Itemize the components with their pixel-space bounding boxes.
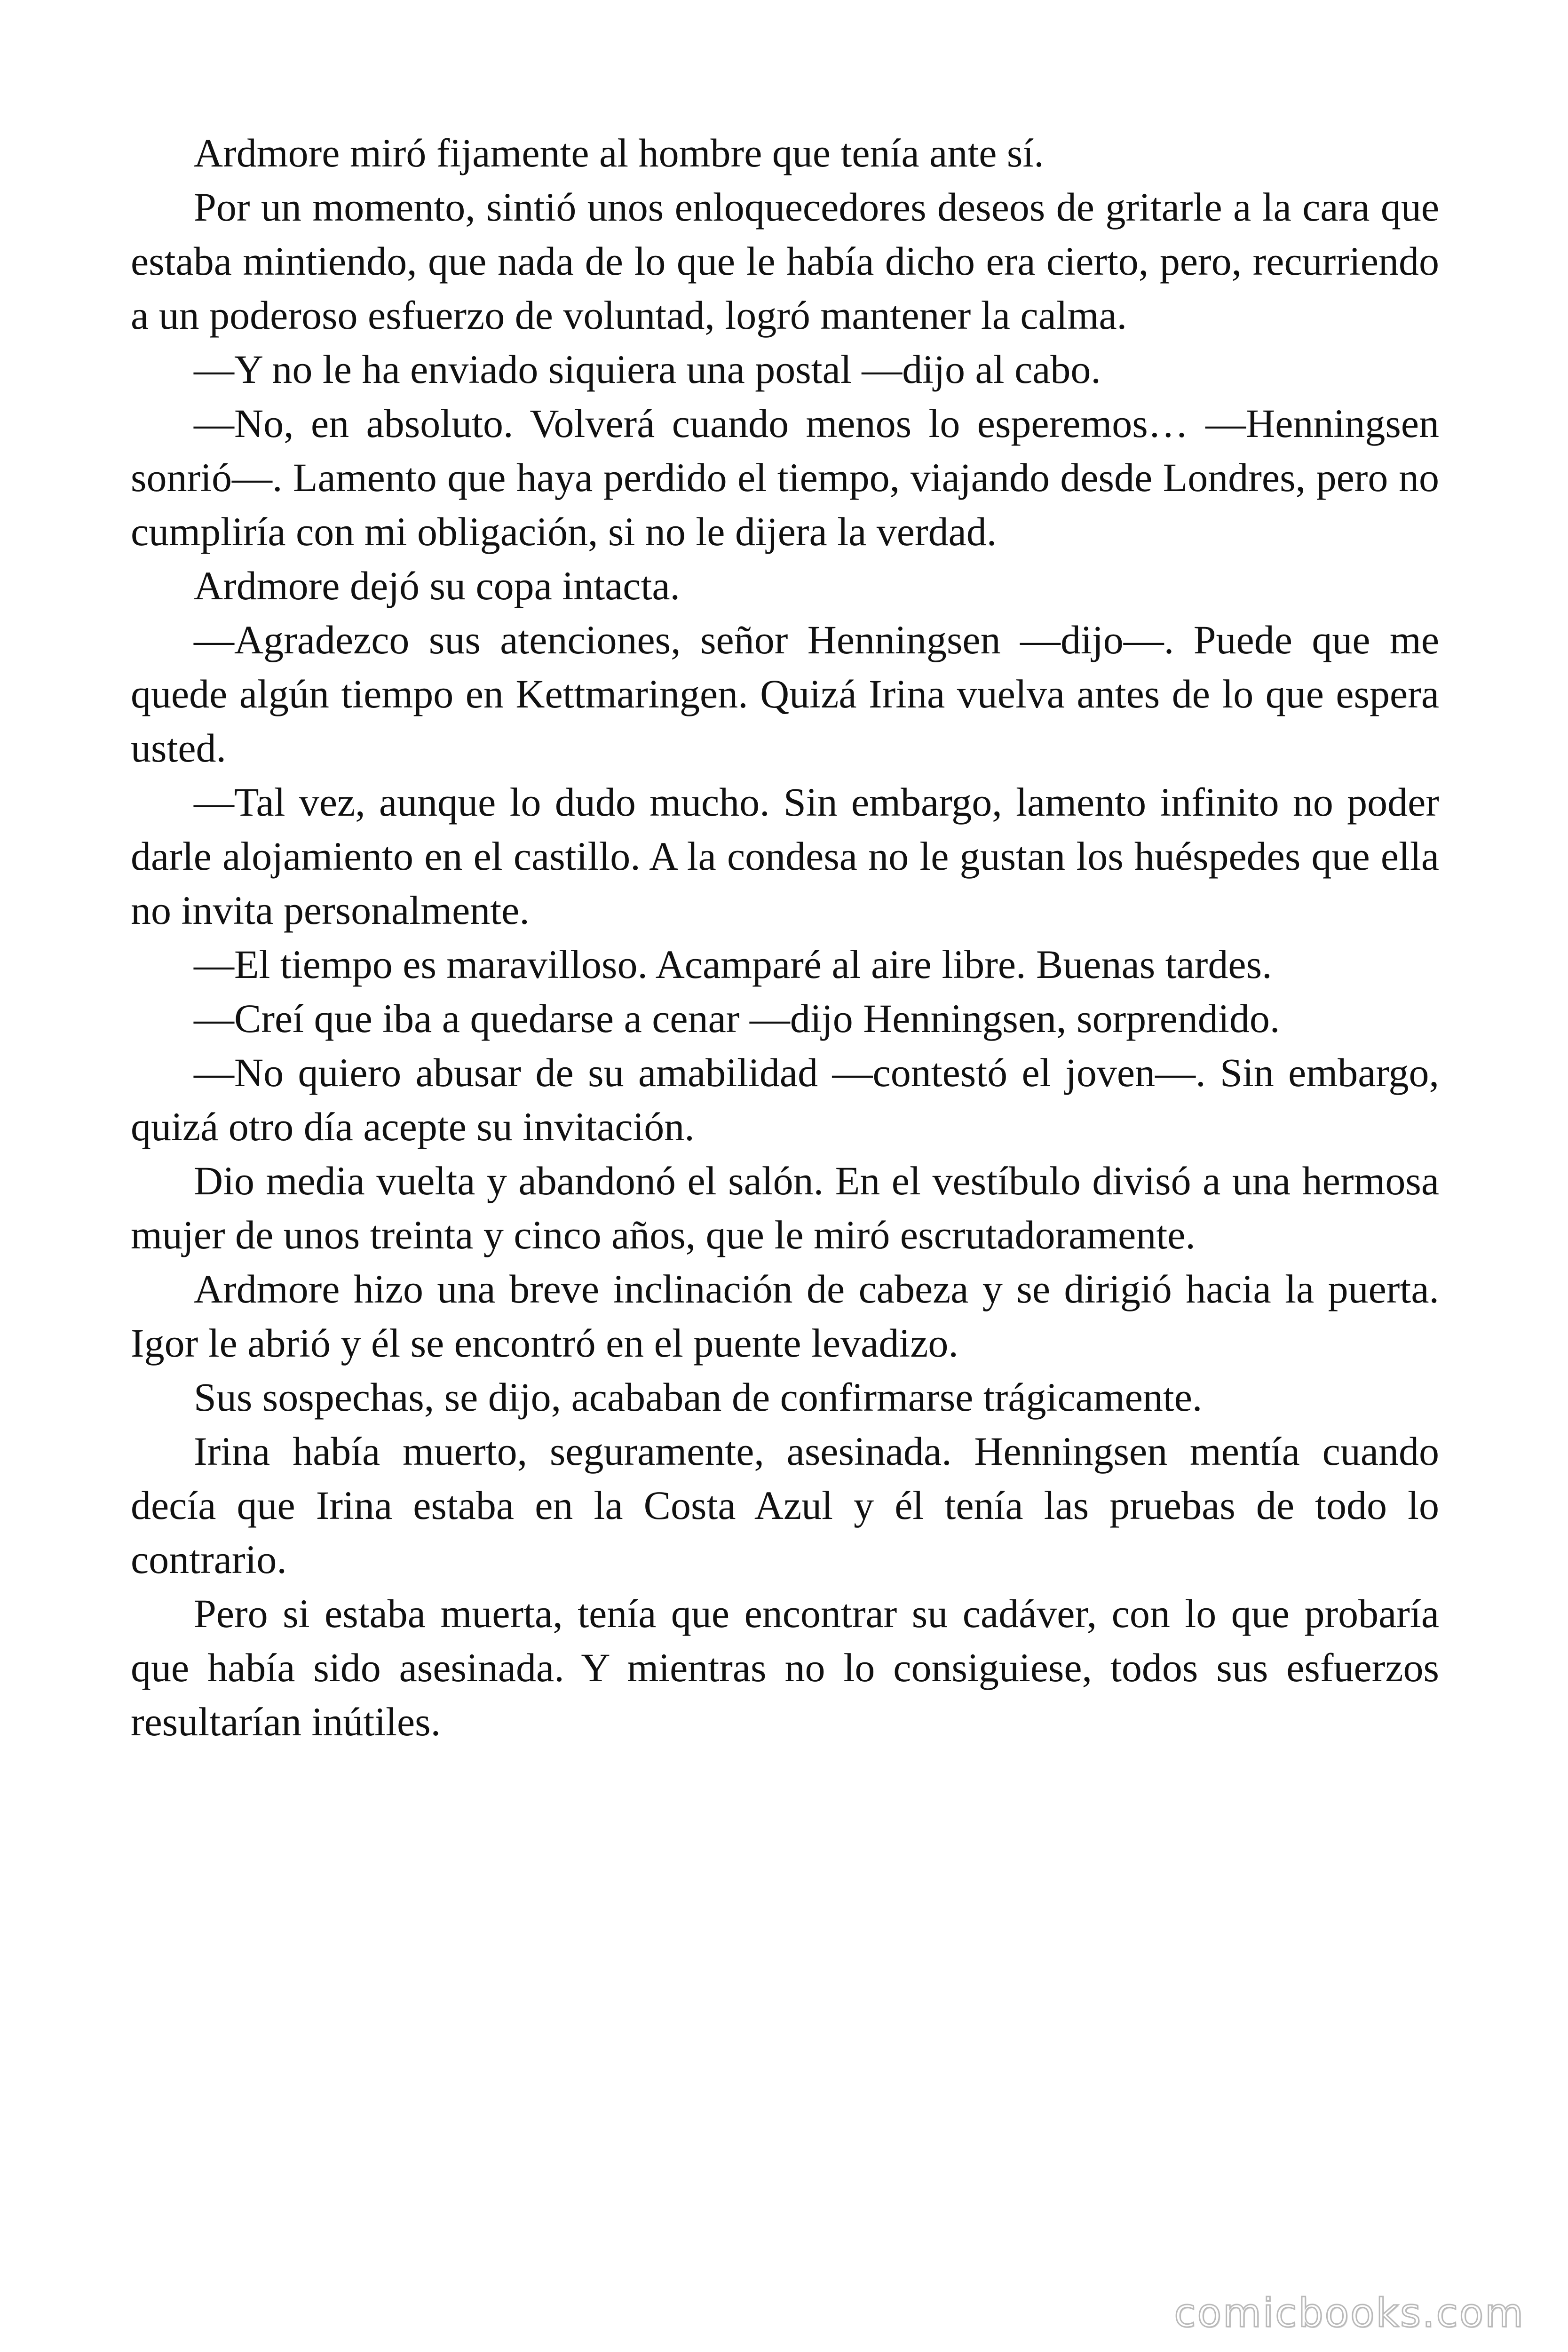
paragraph-9: —Creí que iba a quedarse a cenar —dijo Henningsen, sorprendido. [194, 996, 1280, 1041]
page-text [131, 126, 1439, 1749]
paragraph-12: Ardmore hizo una breve inclinación de cabeza y se dirigió hacia la puerta. Igor le abrió y él se encontró en el puente levadizo. [131, 1266, 1439, 1366]
paragraph-8: —El tiempo es maravilloso. Acamparé al aire libre. Buenas tardes. [194, 942, 1272, 987]
paragraph-15: Pero si estaba muerta, tenía que encontrar su cadáver, con lo que probaría que había sido asesinada. Y mientras no lo consiguiese, todos sus esfuerzos resultarían inútiles. [131, 1591, 1439, 1744]
watermark: comicbooks.com [1174, 2290, 1525, 2336]
paragraph-3: —Y no le ha enviado siquiera una postal —dijo al cabo. [194, 347, 1101, 392]
paragraph-13: Sus sospechas, se dijo, acababan de confirmarse trágicamente. [194, 1375, 1203, 1420]
paragraph-1: Ardmore miró fijamente al hombre que tenía ante sí. [194, 130, 1044, 175]
paragraph-6: —Agradezco sus atenciones, señor Henningsen —dijo—. Puede que me quede algún tiempo en Kettmaringen. Quizá Irina vuelva antes de lo que espera usted. [131, 617, 1439, 771]
paragraph-11: Dio media vuelta y abandonó el salón. En el vestíbulo divisó a una hermosa mujer de unos treinta y cinco años, que le miró escrutadoramente. [131, 1158, 1439, 1257]
paragraph-7: —Tal vez, aunque lo dudo mucho. Sin embargo, lamento infinito no poder darle alojamiento en el castillo. A la condesa no le gustan los huéspedes que ella no invita personalmente. [131, 779, 1439, 933]
paragraph-10: —No quiero abusar de su amabilidad —contestó el joven—. Sin embargo, quizá otro día acepte su invitación. [131, 1050, 1439, 1149]
paragraph-5: Ardmore dejó su copa intacta. [194, 563, 681, 608]
paragraph-2: Por un momento, sintió unos enloquecedores deseos de gritarle a la cara que estaba mintiendo, que nada de lo que le había dicho era cierto, pero, recurriendo a un poderoso esfuerzo de voluntad, logró mantener la calma. [131, 184, 1439, 338]
paragraph-14: Irina había muerto, seguramente, asesinada. Henningsen mentía cuando decía que Irina estaba en la Costa Azul y él tenía las pruebas de todo lo contrario. [131, 1429, 1439, 1582]
paragraph-4: —No, en absoluto. Volverá cuando menos lo esperemos… —Henningsen sonrió—. Lamento que haya perdido el tiempo, viajando desde Londres, pero no cumpliría con mi obligación, si no le dijera la verdad. [131, 401, 1439, 554]
